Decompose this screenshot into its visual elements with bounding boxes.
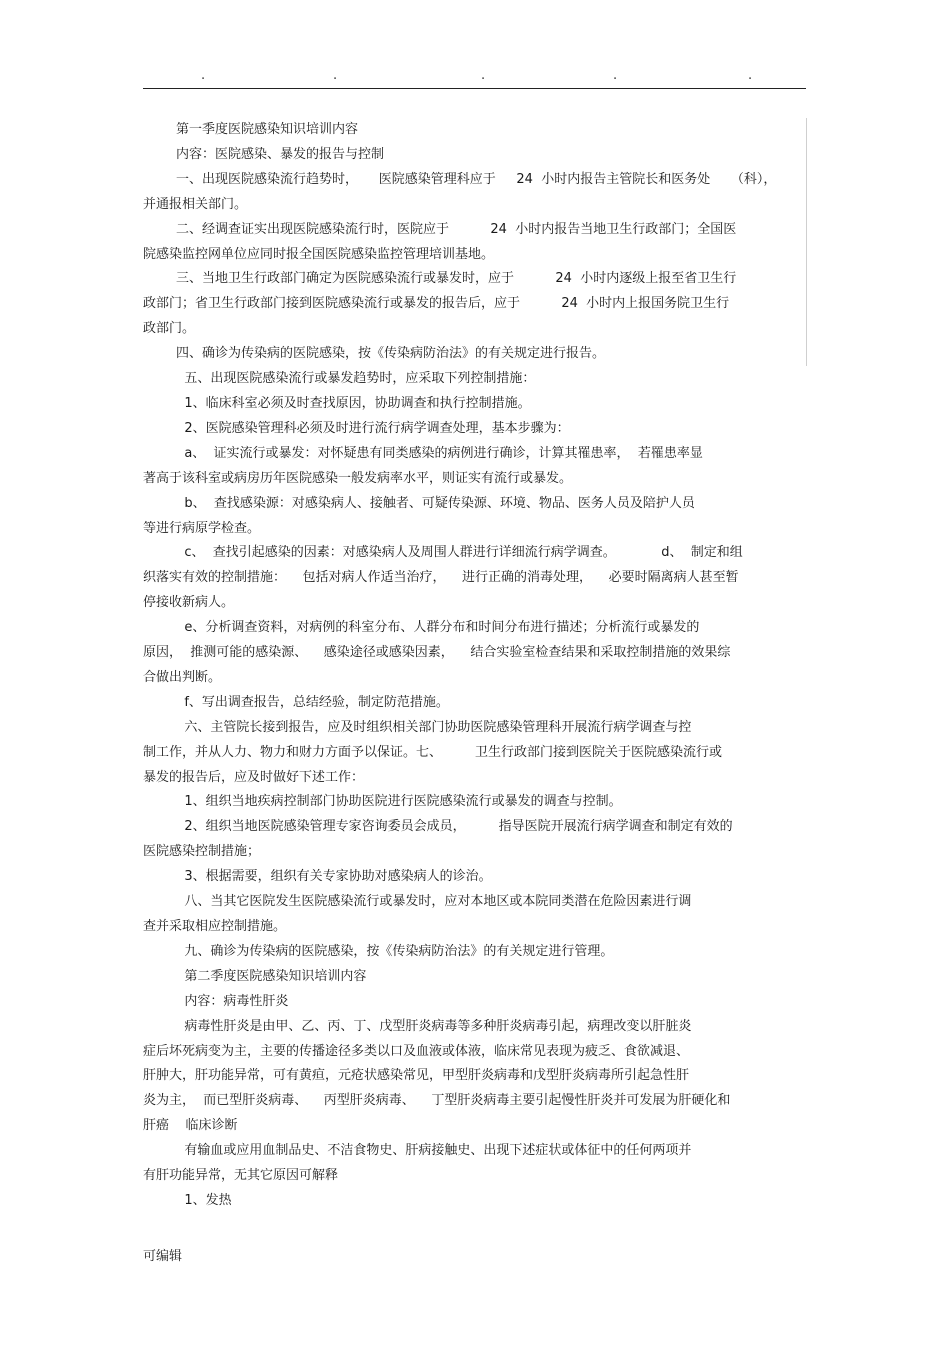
text-line: 医院感染控制措施； [143, 844, 261, 860]
text-line: 内容：病毒性肝炎 [143, 993, 289, 1009]
text-line: 有肝功能异常，无其它原因可解释 [143, 1168, 339, 1184]
header-rule [143, 88, 806, 89]
header-dot: . [333, 68, 338, 83]
text-line: e、分析调查资料，对病例的科室分布、人群分布和时间分布进行描述；分析流行或暴发的 [143, 620, 700, 636]
text-line: 有输血或应用血制品史、不洁食物史、肝病接触史、出现下述症状或体征中的任何两项并 [143, 1143, 692, 1159]
text-line: 制工作，并从人力、物力和财力方面予以保证。七、 卫生行政部门接到医院关于医院感染流行或 [143, 744, 723, 760]
text-line: 院感染监控网单位应同时报全国医院感染监控管理培训基地。 [143, 246, 495, 262]
text-line: 症后坏死病变为主，主要的传播途径多类以口及血液或体液，临床常见表现为疲乏、食欲减退、 [143, 1043, 690, 1059]
text-line: 织落实有效的控制措施： 包括对病人作适当治疗， 进行正确的消毒处理， 必要时隔离病人甚至暂 [143, 570, 739, 586]
text-line: 一、出现医院感染流行趋势时， 医院感染管理科应于 24 小时内报告主管院长和医务处 （科）， [143, 171, 777, 187]
text-line: 2、医院感染管理科必须及时进行流行病学调查处理，基本步骤为： [143, 420, 570, 436]
text-line: 暴发的报告后，应及时做好下述工作： [143, 769, 365, 785]
text-line: 六、主管院长接到报告，应及时组织相关部门协助医院感染管理科开展流行病学调查与控 [143, 719, 692, 735]
text-line: b、 查找感染源：对感染病人、接触者、可疑传染源、环境、物品、医务人员及陪护人员 [143, 495, 695, 511]
text-line: 内容：医院感染、暴发的报告与控制 [143, 146, 385, 162]
text-line: 原因， 推测可能的感染源、 感染途径或感染因素， 结合实验室检查结果和采取控制措施的效果综 [143, 645, 731, 661]
footer-label: 可编辑 [143, 1249, 183, 1264]
header-dot: . [748, 68, 753, 83]
text-line: 八、当其它医院发生医院感染流行或暴发时，应对本地区或本院同类潜在危险因素进行调 [143, 894, 692, 910]
text-line: 并通报相关部门。 [143, 196, 248, 212]
text-line: 1、发热 [143, 1192, 232, 1208]
text-line: 1、临床科室必须及时查找原因，协助调查和执行控制措施。 [143, 395, 531, 411]
text-line: 炎为主， 而已型肝炎病毒、 丙型肝炎病毒、 丁型肝炎病毒主要引起慢性肝炎并可发展为肝硬化和 [143, 1093, 731, 1109]
text-line: f、写出调查报告，总结经验，制定防范措施。 [143, 694, 449, 710]
text-line: 四、确诊为传染病的医院感染，按《传染病防治法》的有关规定进行报告。 [143, 346, 606, 362]
text-line: 停接收新病人。 [143, 595, 235, 611]
text-line: 1、组织当地疾病控制部门协助医院进行医院感染流行或暴发的调查与控制。 [143, 794, 622, 810]
text-line: 九、确诊为传染病的医院感染，按《传染病防治法》的有关规定进行管理。 [143, 943, 614, 959]
text-line: 著高于该科室或病房历年医院感染一般发病率水平，则证实有流行或暴发。 [143, 470, 573, 486]
text-line: c、 查找引起感染的因素：对感染病人及周围人群进行详细流行病学调查。 d、 制定和组 [143, 545, 743, 561]
text-line: 病毒性肝炎是由甲、乙、丙、丁、戊型肝炎病毒等多种肝炎病毒引起，病理改变以肝脏炎 [143, 1018, 692, 1034]
text-line: 肝癌 临床诊断 [143, 1118, 238, 1134]
header-dot: . [201, 68, 206, 83]
text-line: 三、当地卫生行政部门确定为医院感染流行或暴发时，应于 24 小时内逐级上报至省卫生行 [143, 271, 737, 287]
text-line: 二、经调查证实出现医院感染流行时，医院应于 24 小时内报告当地卫生行政部门；全国医 [143, 221, 737, 237]
text-line: 2、组织当地医院感染管理专家咨询委员会成员， 指导医院开展流行病学调查和制定有效的 [143, 819, 733, 835]
text-line: 3、根据需要，组织有关专家协助对感染病人的诊治。 [143, 869, 492, 885]
text-line: 肝肿大，肝功能异常，可有黄疸，元疮状感染常见，甲型肝炎病毒和戊型肝炎病毒所引起急性肝 [143, 1068, 690, 1084]
text-line: 合做出判断。 [143, 669, 222, 685]
text-line: 政部门。 [143, 321, 196, 337]
document-body [143, 118, 815, 1214]
text-line: 政部门；省卫生行政部门接到医院感染流行或暴发的报告后，应于 24 小时内上报国务院卫生行 [143, 296, 730, 312]
header-dot: . [613, 68, 618, 83]
text-line: 查并采取相应控制措施。 [143, 919, 287, 934]
text-line: 第二季度医院感染知识培训内容 [143, 968, 367, 984]
header-dot: . [481, 68, 486, 83]
text-line: 五、出现医院感染流行或暴发趋势时，应采取下列控制措施： [143, 371, 536, 387]
text-line: 第一季度医院感染知识培训内容 [143, 122, 359, 137]
text-line: 等进行病原学检查。 [143, 520, 261, 536]
text-line: a、 证实流行或暴发：对怀疑患有同类感染的病例进行确诊，计算其罹患率， 若罹患率显 [143, 445, 703, 461]
header-dots [143, 66, 805, 86]
